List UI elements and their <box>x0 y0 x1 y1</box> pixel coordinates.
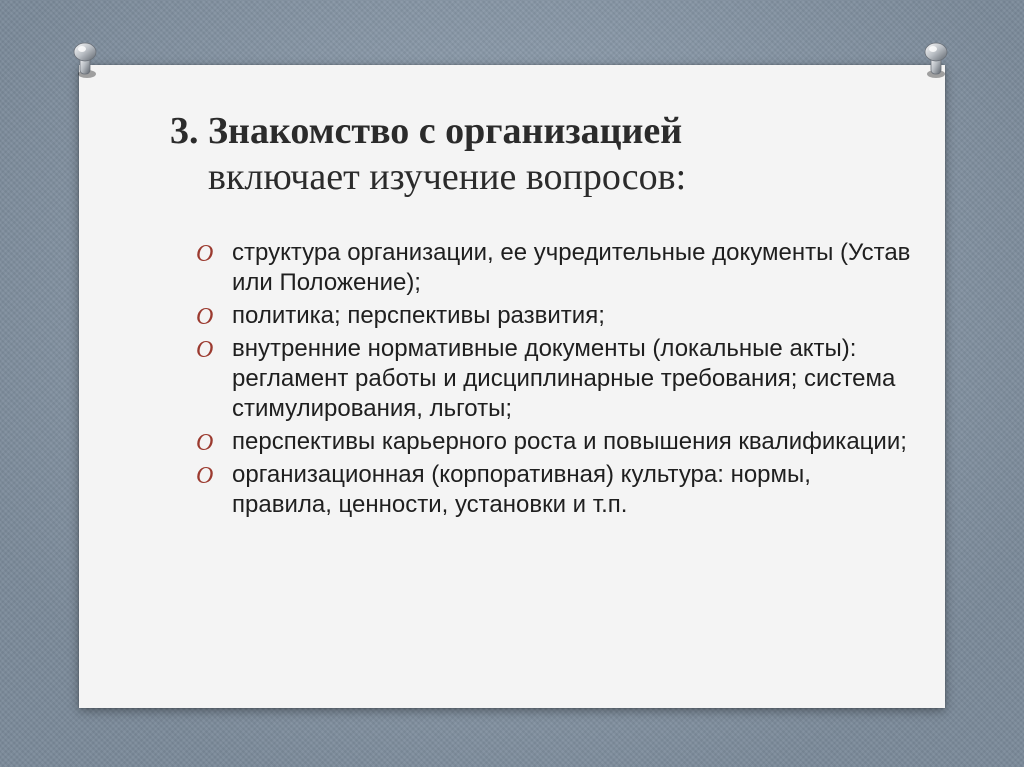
bullet-marker-icon: O <box>196 430 214 456</box>
list-item <box>196 460 916 520</box>
slide-title <box>170 108 930 200</box>
bullet-text: организационная (корпоративная) культура: нормы, правила, ценности, установки и т.п. <box>232 461 811 518</box>
bullet-text: внутренние нормативные документы (локальные акты): регламент работы и дисциплинарные требования; система стимулирования, льготы; <box>232 335 896 422</box>
title-line-2: включает изучение вопросов: <box>208 156 687 198</box>
title-line-1: 3. Знакомство с организацией <box>170 110 683 152</box>
bullet-list <box>196 238 916 523</box>
list-item <box>196 238 916 298</box>
bullet-marker-icon: O <box>196 304 214 330</box>
bullet-text: перспективы карьерного роста и повышения квалификации; <box>232 428 907 455</box>
bullet-text: политика; перспективы развития; <box>232 302 605 329</box>
bullet-marker-icon: O <box>196 463 214 489</box>
pushpin-icon <box>67 40 101 80</box>
bullet-marker-icon: O <box>196 241 214 267</box>
bullet-marker-icon: O <box>196 337 214 363</box>
list-item <box>196 427 916 457</box>
list-item <box>196 334 916 424</box>
pushpin-icon <box>920 40 954 80</box>
bullet-text: структура организации, ее учредительные документы (Устав или Положение); <box>232 239 911 296</box>
list-item <box>196 301 916 331</box>
